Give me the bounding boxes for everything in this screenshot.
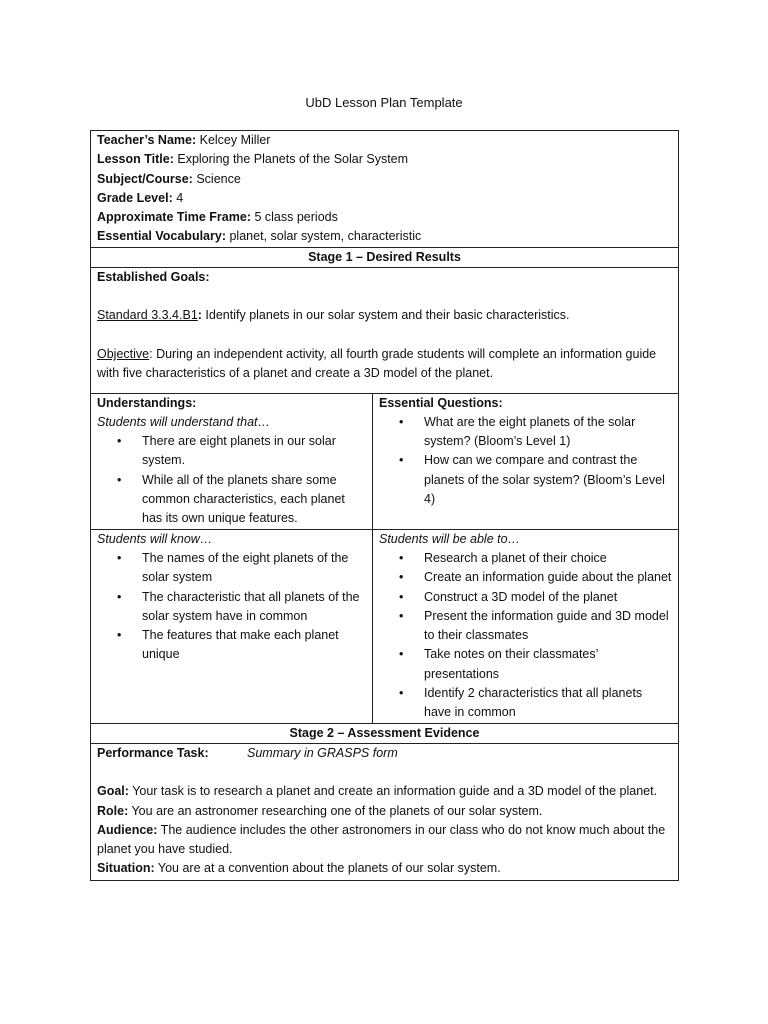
list-item: • The features that make each planet unique	[97, 626, 366, 665]
header-row	[91, 131, 679, 248]
role-text: You are an astronomer researching one of the planets of our solar system.	[128, 803, 543, 818]
goal-line	[97, 782, 672, 801]
stage1-heading: Stage 1 – Desired Results	[91, 247, 679, 267]
lesson-line	[97, 150, 672, 169]
task-line	[97, 744, 672, 763]
role-label: Role:	[97, 803, 129, 818]
questions-label: Essential Questions:	[379, 395, 503, 410]
list-item: • Create an information guide about the planet	[379, 568, 672, 587]
list-item: • Take notes on their classmates’ presentations	[379, 645, 672, 684]
list-item: • What are the eight planets of the solar system? (Bloom’s Level 1)	[379, 413, 672, 452]
questions-list	[379, 413, 672, 509]
role-line	[97, 802, 672, 821]
goal-label: Goal:	[97, 784, 129, 799]
subject-line	[97, 170, 672, 189]
lesson-title: Exploring the Planets of the Solar System	[177, 152, 409, 167]
situation-line	[97, 859, 672, 878]
performance-row	[91, 743, 679, 880]
know-cell	[91, 529, 373, 723]
grade-value: 4	[176, 190, 184, 205]
task-summary: Summary in GRASPS form	[247, 745, 398, 760]
lesson-label: Lesson Title:	[97, 152, 174, 167]
list-item: • Research a planet of their choice	[379, 549, 672, 568]
understand-intro: Students will understand that…	[97, 414, 271, 429]
understandings-label: Understandings:	[97, 395, 197, 410]
able-intro: Students will be able to…	[379, 531, 521, 546]
standard-label: Standard 3.3.4.B1	[97, 308, 198, 323]
audience-line	[97, 821, 672, 860]
objective-label: Objective	[97, 346, 150, 361]
stage2-heading: Stage 2 – Assessment Evidence	[91, 723, 679, 743]
able-cell	[373, 529, 679, 723]
objective-sep: :	[149, 346, 153, 361]
know-list	[97, 549, 366, 665]
standard-sep: :	[197, 308, 202, 323]
goals-label: Established Goals:	[97, 269, 210, 284]
time-label: Approximate Time Frame:	[97, 210, 251, 225]
teacher-line	[97, 131, 672, 150]
vocab-line	[97, 227, 672, 246]
grade-label: Grade Level:	[97, 190, 173, 205]
teacher-label: Teacher’s Name:	[97, 133, 197, 147]
stage2-heading-row	[91, 723, 679, 743]
audience-label: Audience:	[97, 822, 158, 837]
subject-label: Subject/Course:	[97, 171, 193, 186]
list-item: • Identify 2 characteristics that all planets have in common	[379, 684, 672, 723]
goal-text: Your task is to research a planet and create an information guide and a 3D model of the planet.	[128, 784, 658, 799]
standard-text: Identify planets in our solar system and their basic characteristics.	[201, 308, 570, 323]
subject-value: Science	[196, 171, 241, 186]
goals-cell	[91, 267, 679, 393]
know-able-row	[91, 529, 679, 723]
teacher-name: Kelcey Miller	[199, 133, 271, 147]
know-intro: Students will know…	[97, 531, 213, 546]
grade-line	[97, 189, 672, 208]
objective-line	[97, 345, 672, 384]
list-item: • The names of the eight planets of the solar system	[97, 549, 366, 588]
time-value: 5 class periods	[254, 210, 338, 225]
vocab-label: Essential Vocabulary:	[97, 229, 226, 244]
goals-row	[91, 267, 679, 393]
list-item: • Present the information guide and 3D model to their classmates	[379, 607, 672, 646]
vocab-value: planet, solar system, characteristic	[229, 229, 422, 244]
understandings-cell	[91, 393, 373, 529]
list-item: • How can we compare and contrast the planets of the solar system? (Bloom’s Level 4)	[379, 451, 672, 509]
list-item: • While all of the planets share some common characteristics, each planet has its own unique features.	[97, 471, 366, 529]
page-title: UbD Lesson Plan Template	[305, 95, 463, 110]
objective-text: During an independent activity, all fourth grade students will complete an information guide with five characteristics of a planet and create a 3D model of the planet.	[97, 346, 657, 381]
questions-cell	[373, 393, 679, 529]
time-line	[97, 208, 672, 227]
understand-list	[97, 432, 366, 528]
performance-cell	[91, 743, 679, 880]
header-cell	[91, 131, 679, 248]
audience-text: The audience includes the other astronomers in our class who do not know much about the planet you have studied.	[97, 822, 666, 857]
situation-text: You are at a convention about the planets of our solar system.	[154, 861, 501, 876]
list-item: • Construct a 3D model of the planet	[379, 588, 672, 607]
situation-label: Situation:	[97, 861, 155, 876]
list-item: • There are eight planets in our solar system.	[97, 432, 366, 471]
task-label: Performance Task:	[97, 745, 209, 760]
lesson-plan-table	[90, 130, 679, 881]
able-list	[379, 549, 672, 723]
list-item: • The characteristic that all planets of the solar system have in common	[97, 588, 366, 627]
standard-line	[97, 306, 672, 325]
understandings-row	[91, 393, 679, 529]
stage1-heading-row	[91, 247, 679, 267]
